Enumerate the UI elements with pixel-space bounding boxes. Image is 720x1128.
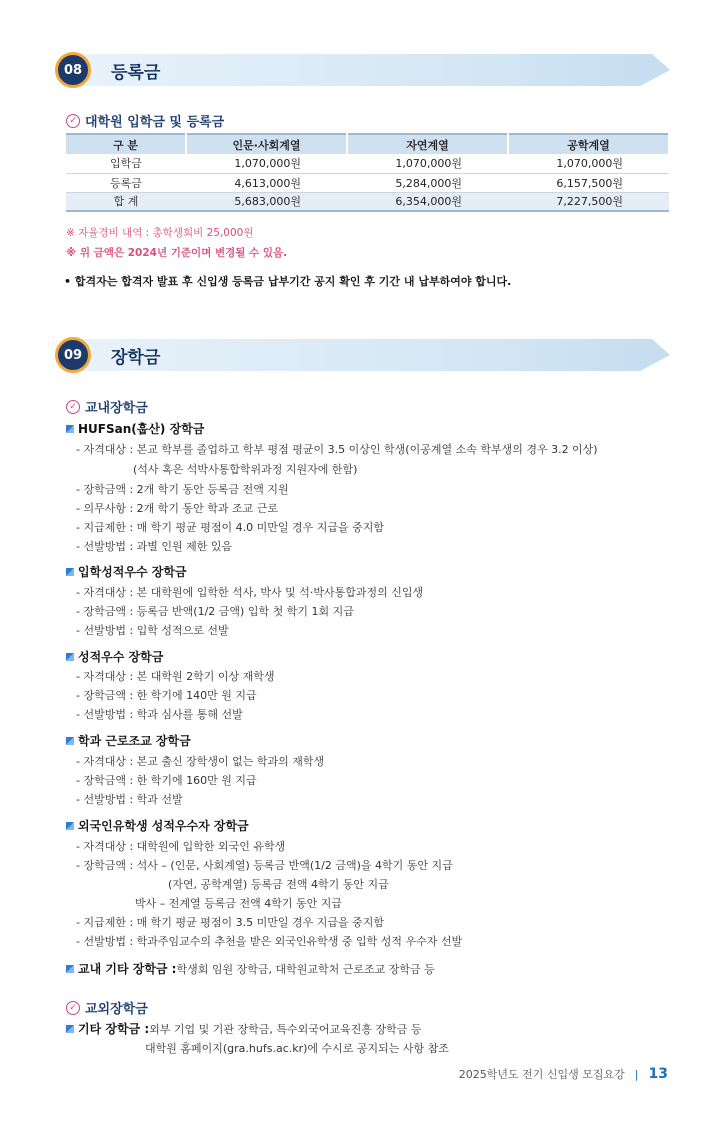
scholarship-title-text: 입학성적우수 장학금 — [78, 565, 187, 579]
list-item: - 장학금액 : 한 학기에 140만 원 지급 — [76, 689, 257, 702]
scholarship-title-text: 기타 장학금 : — [78, 1022, 150, 1036]
page-number: 13 — [648, 1066, 668, 1082]
list-item: - 자격대상 : 본 대학원 2학기 이상 재학생 — [76, 670, 275, 683]
header-band — [75, 339, 670, 371]
column-header: 인문·사회계열 — [186, 134, 347, 154]
header-band — [75, 54, 670, 86]
scholarship-title — [66, 648, 163, 665]
column-header: 자연계열 — [347, 134, 508, 154]
scholarship-title — [66, 563, 187, 580]
square-bullet-icon — [66, 737, 74, 745]
scholarship-description: 외부 기업 및 기관 장학금, 특수외국어교육진흥 장학금 등 — [149, 1022, 422, 1036]
row-label: 등록금 — [66, 173, 186, 192]
section-title: 장학금 — [111, 348, 161, 368]
list-item: - 장학금액 : 등록금 반액(1/2 금액) 입학 첫 학기 1회 지급 — [76, 605, 354, 618]
scholarship-title — [66, 817, 249, 834]
section-number: 09 — [55, 337, 91, 373]
table-header-row — [66, 134, 669, 154]
section-header-09 — [55, 337, 670, 377]
table-row — [66, 173, 669, 192]
list-item: - 선발방법 : 학과주임교수의 추천을 받은 외국인유학생 중 입학 성적 우수자 선발 — [76, 935, 463, 948]
table-cell: 5,683,000원 — [186, 192, 347, 211]
fees-table — [66, 133, 670, 212]
square-bullet-icon — [66, 425, 74, 433]
list-item: - 의무사항 : 2개 학기 동안 학과 조교 근로 — [76, 502, 279, 515]
scholarship-title — [66, 960, 435, 977]
table-row-total — [66, 192, 669, 211]
section-number: 08 — [55, 52, 91, 88]
scholarship-description: 학생회 임원 장학금, 대학원교학처 근로조교 장학금 등 — [176, 962, 435, 976]
scholarship-title — [66, 420, 204, 437]
footer-separator: | — [634, 1067, 639, 1081]
table-cell: 6,354,000원 — [347, 192, 508, 211]
column-header: 구 분 — [66, 134, 186, 154]
table-cell: 7,227,500원 — [508, 192, 669, 211]
table-cell: 1,070,000원 — [508, 154, 669, 173]
table-cell: 4,613,000원 — [186, 173, 347, 192]
list-item: - 선발방법 : 입학 성적으로 선발 — [76, 624, 229, 637]
table-cell: 5,284,000원 — [347, 173, 508, 192]
payment-notice: • 합격자는 합격자 발표 후 신입생 등록금 납부기간 공지 확인 후 기간 내 납부하여야 합니다. — [64, 275, 512, 288]
square-bullet-icon — [66, 965, 74, 973]
list-item: - 자격대상 : 본 대학원에 입학한 석사, 박사 및 석·박사통합과정의 신입생 — [76, 586, 424, 599]
square-bullet-icon — [66, 822, 74, 830]
table-cell: 1,070,000원 — [186, 154, 347, 173]
scholarship-title-text: 학과 근로조교 장학금 — [78, 734, 191, 748]
list-item: - 선발방법 : 과별 인원 제한 있음 — [76, 540, 233, 553]
scholarship-title — [66, 732, 191, 749]
column-header: 공학계열 — [508, 134, 669, 154]
footer-text: 2025학년도 전기 신입생 모집요강 — [458, 1068, 625, 1081]
scholarship-title-text: 교내 기타 장학금 : — [78, 962, 177, 976]
list-item: (석사 혹은 석박사통합학위과정 지원자에 한함) — [133, 463, 358, 476]
row-label: 합 계 — [66, 192, 186, 211]
list-item: - 장학금액 : 석사 – (인문, 사회계열) 등록금 반액(1/2 금액)을 4학기 동안 지급 — [76, 859, 453, 872]
section-title: 등록금 — [111, 63, 161, 83]
list-item: - 선발방법 : 학과 심사를 통해 선발 — [76, 708, 243, 721]
row-label: 입학금 — [66, 154, 186, 173]
list-item: - 장학금액 : 2개 학기 동안 등록금 전액 지원 — [76, 483, 289, 496]
fees-heading-text: 대학원 입학금 및 등록금 — [85, 115, 225, 130]
list-item: - 지급제한 : 매 학기 평균 평점이 4.0 미만일 경우 지급을 중지함 — [76, 521, 385, 534]
square-bullet-icon — [66, 653, 74, 661]
list-item: - 선발방법 : 학과 선발 — [76, 793, 183, 806]
page-footer — [459, 1066, 668, 1082]
list-item: - 자격대상 : 본교 학부를 졸업하고 학부 평점 평균이 3.5 이상인 학생(이공계열 소속 학부생의 경우 3.2 이상) — [76, 443, 598, 456]
section-header-08 — [55, 52, 670, 92]
check-circle-icon: ✓ — [66, 400, 80, 414]
table-cell: 1,070,000원 — [347, 154, 508, 173]
scholarship-title — [66, 1020, 422, 1037]
table-cell: 6,157,500원 — [508, 173, 669, 192]
square-bullet-icon — [66, 568, 74, 576]
fees-heading — [66, 111, 224, 130]
internal-scholarship-heading — [66, 397, 148, 416]
list-item: - 장학금액 : 한 학기에 160만 원 지급 — [76, 774, 257, 787]
external-scholarship-heading — [66, 998, 148, 1017]
list-item: 대학원 홈페이지(gra.hufs.ac.kr)에 수시로 공지되는 사항 참조 — [145, 1042, 449, 1055]
square-bullet-icon — [66, 1025, 74, 1033]
list-item: (자연, 공학계열) 등록금 전액 4학기 동안 지급 — [168, 878, 389, 891]
heading-text: 교내장학금 — [85, 401, 148, 416]
list-item: - 지급제한 : 매 학기 평균 평점이 3.5 미만일 경우 지급을 중지함 — [76, 916, 385, 929]
list-item: 박사 – 전계열 등록금 전액 4학기 동안 지급 — [135, 897, 342, 910]
fee-note: ※ 자율경비 내역 : 총학생회비 25,000원 — [66, 227, 254, 239]
scholarship-title-text: 외국인유학생 성적우수자 장학금 — [78, 819, 249, 833]
heading-text: 교외장학금 — [85, 1002, 148, 1017]
list-item: - 자격대상 : 본교 출신 장학생이 없는 학과의 재학생 — [76, 755, 325, 768]
scholarship-title-text: HUFSan(훕산) 장학금 — [78, 422, 205, 436]
list-item: - 자격대상 : 대학원에 입학한 외국인 유학생 — [76, 840, 286, 853]
check-circle-icon: ✓ — [66, 1001, 80, 1015]
fee-note-warning: ※ 위 금액은 2024년 기준이며 변경될 수 있음. — [66, 247, 288, 259]
table-row — [66, 154, 669, 173]
check-circle-icon: ✓ — [66, 114, 80, 128]
scholarship-title-text: 성적우수 장학금 — [78, 650, 164, 664]
